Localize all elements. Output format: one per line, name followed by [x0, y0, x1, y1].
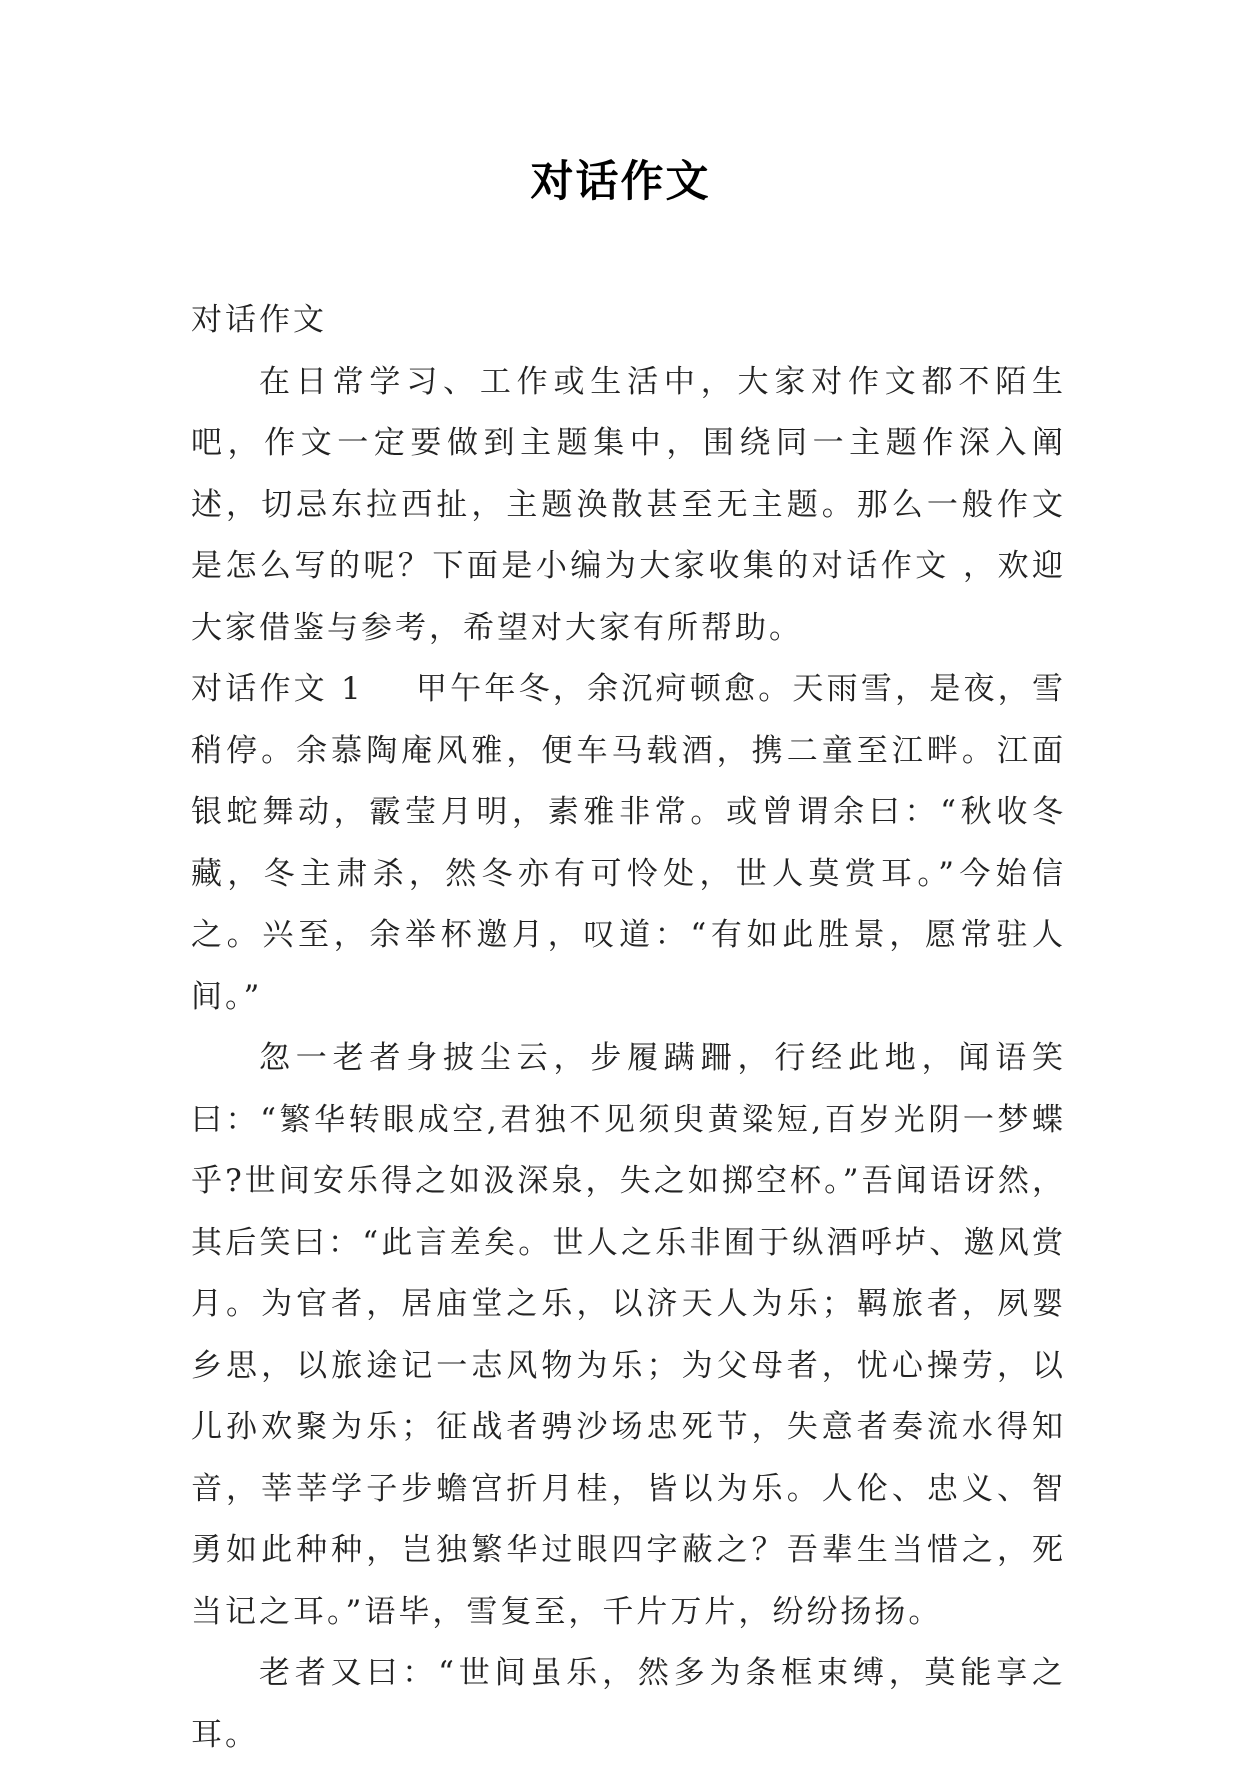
intro-paragraph: 在日常学习、工作或生活中，大家对作文都不陌生吧，作文一定要做到主题集中，围绕同一主题作深入阐述，切忌东拉西扯，主题涣散甚至无主题。那么一般作文是怎么写的呢？下面是小编为大家收集的对话作文 ，欢迎大家借鉴与参考，希望对大家有所帮助。: [191, 363, 1066, 646]
essay-paragraph-1: [191, 659, 1066, 1028]
essay-paragraph-2: 忽一老者身披尘云，步履蹒跚，行经此地，闻语笑曰：“繁华转眼成空,君独不见须臾黄粱短,百岁光阴一梦蝶乎?世间安乐得之如汲深泉，失之如掷空杯。”吾闻语讶然，其后笑曰：“此言差矣。世人之乐非囿于纵酒呼垆、邀风赏月。为官者，居庙堂之乐，以济天人为乐；羁旅者，夙婴乡思，以旅途记一志风物为乐；为父母者，忧心操劳，以儿孙欢聚为乐；征战者骋沙场忠死节，失意者奏流水得知音，莘莘学子步蟾宫折月桂，皆以为乐。人伦、忠义、智勇如此种种，岂独繁华过眼四字蔽之？吾辈生当惜之，死当记之耳。”语毕，雪复至，千片万片，纷纷扬扬。: [191, 1040, 1066, 1630]
document-body: [191, 290, 1066, 1766]
subheading: 对话作文: [191, 302, 327, 338]
essay-opening-text: 甲午年冬，余沉疴顿愈。天雨雪，是夜，雪稍停。余慕陶庵风雅，便车马载酒，携二童至江畔。江面银蛇舞动，霰莹月明，素雅非常。或曾谓余曰：“秋收冬藏，冬主肃杀，然冬亦有可怜处，世人莫赏耳。”今始信之。兴至，余举杯邀月，叹道：“有如此胜景，愿常驻人间。”: [191, 671, 1067, 1015]
document-title: 对话作文: [530, 157, 711, 207]
essay-paragraph-3: 老者又曰：“世间虽乐，然多为条框束缚，莫能享之耳。: [191, 1655, 1066, 1753]
essay-label: 对话作文 1: [191, 671, 364, 707]
